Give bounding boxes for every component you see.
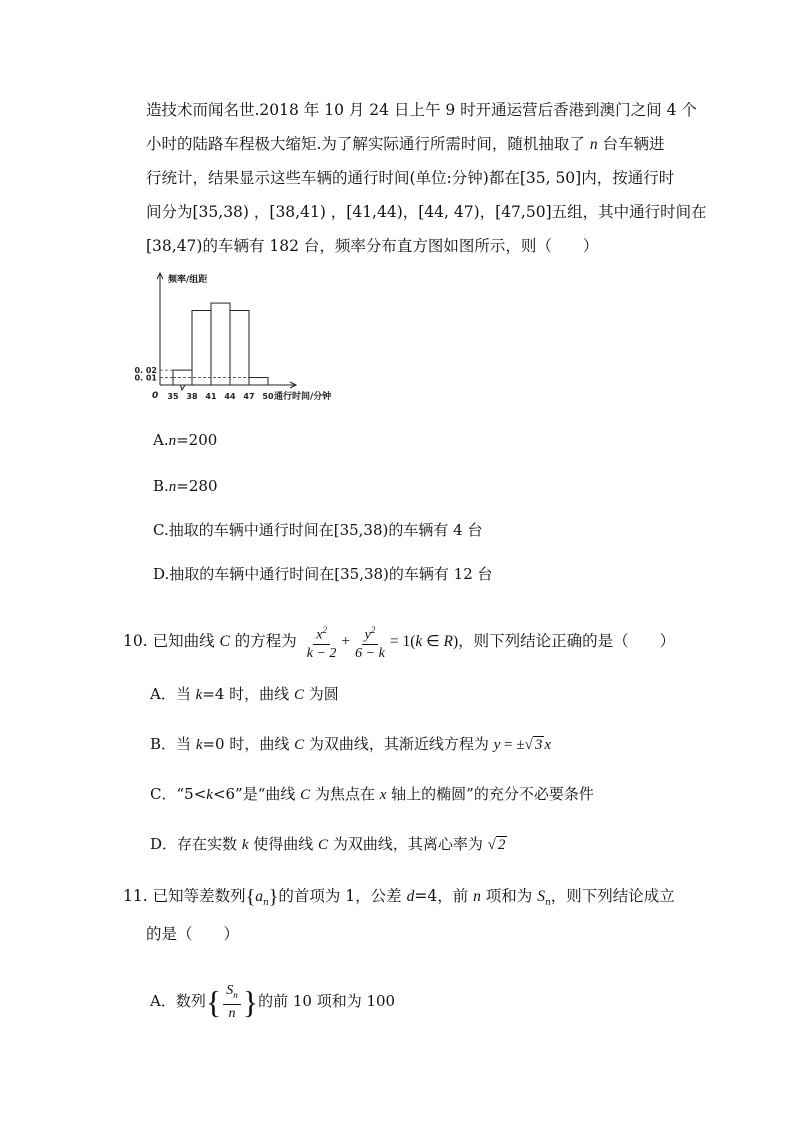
- q9-option-a[interactable]: A.n=200: [153, 431, 218, 449]
- q10-fraction-2: $\frac{y^2}{6 - k}$: [352, 622, 388, 662]
- histogram-bar: [249, 378, 268, 385]
- q11-option-a[interactable]: A．数列{ $\frac{S_n}{n}$ }的前 10 项和为 100: [150, 983, 396, 1021]
- q9-stem-line-2: 小时的陆路车程极大缩矩.为了解实际通行所需时间，随机抽取了 n 台车辆进: [146, 135, 665, 153]
- x-tick-label: 38: [186, 392, 198, 401]
- q9-option-d[interactable]: D.抽取的车辆中通行时间在[35,38)的车辆有 12 台: [153, 565, 493, 583]
- q10-fraction-1: $\frac{x^2}{k - 2}$: [304, 622, 340, 662]
- q9-stem-line-4: 间分为[35,38) ，[38,41) ，[41,44)，[44, 47)，[47,50]五组，其中通行时间在: [146, 203, 707, 221]
- q11-stem-line-1: 11. 已知等差数列$\{a_n\}$的首项为 1，公差 d=4，前 n 项和为 $S_n$，则下列结论成立: [123, 886, 675, 909]
- q10-option-a[interactable]: A．当 k=4 时，曲线 C 为圆: [150, 685, 339, 703]
- sqrt-2: √ 2: [487, 837, 506, 853]
- q11-stem-line-2: 的是（ ）: [146, 925, 240, 943]
- q10-option-d[interactable]: D．存在实数 k 使得曲线 C 为双曲线，其离心率为 √ 2: [150, 835, 506, 853]
- q10-stem: 10. 已知曲线 C 的方程为 $\frac{x^2}{k - 2}$ + $\frac{y^2}{6 - k}$ = 1(k ∈ R)，则下列结论正确的是（ ）: [123, 622, 675, 662]
- q9-stem-line-1: 造技术而闻名世.2018 年 10 月 24 日上午 9 时开通运营后香港到澳门之间 4 个: [146, 101, 697, 119]
- x-tick-label: 47: [243, 392, 255, 401]
- q9-option-b[interactable]: B.n=280: [153, 477, 218, 495]
- histogram-bar: [230, 311, 249, 385]
- q10-option-b[interactable]: B．当 k=0 时，曲线 C 为双曲线，其渐近线方程为 y = ±√ 3 x: [150, 735, 551, 753]
- y-tick-label: 0. 02: [134, 366, 157, 376]
- origin-label: 0: [152, 391, 159, 401]
- x-axis-label: 通行时间/分钟: [274, 392, 332, 402]
- x-tick-label: 44: [224, 392, 236, 401]
- q10-option-c[interactable]: C．“5<k<6”是“曲线 C 为焦点在 x 轴上的椭圆”的充分不必要条件: [150, 785, 594, 803]
- y-axis-label: 频率/组距: [168, 275, 208, 285]
- q11-number: 11.: [123, 887, 148, 905]
- y-tick-label: 0. 01: [134, 373, 157, 383]
- frequency-histogram: [134, 265, 350, 415]
- q9-stem-line-5: [38,47)的车辆有 182 台，频率分布直方图如图所示，则（ ）: [146, 237, 599, 255]
- histogram-bar: [192, 311, 211, 385]
- q9-stem-line-3: 行统计，结果显示这些车辆的通行时间(单位:分钟)都在[35, 50]内，按通行时: [146, 169, 675, 187]
- sqrt-3: √ 3: [524, 737, 543, 753]
- x-tick-label: 50: [262, 392, 274, 401]
- histogram-bar: [211, 303, 230, 385]
- x-tick-label: 41: [205, 392, 217, 401]
- q10-number: 10.: [123, 631, 148, 650]
- x-tick-label: 35: [167, 392, 179, 401]
- q11-fraction: $\frac{S_n}{n}$: [223, 982, 241, 1022]
- q9-option-c[interactable]: C.抽取的车辆中通行时间在[35,38)的车辆有 4 台: [153, 521, 483, 539]
